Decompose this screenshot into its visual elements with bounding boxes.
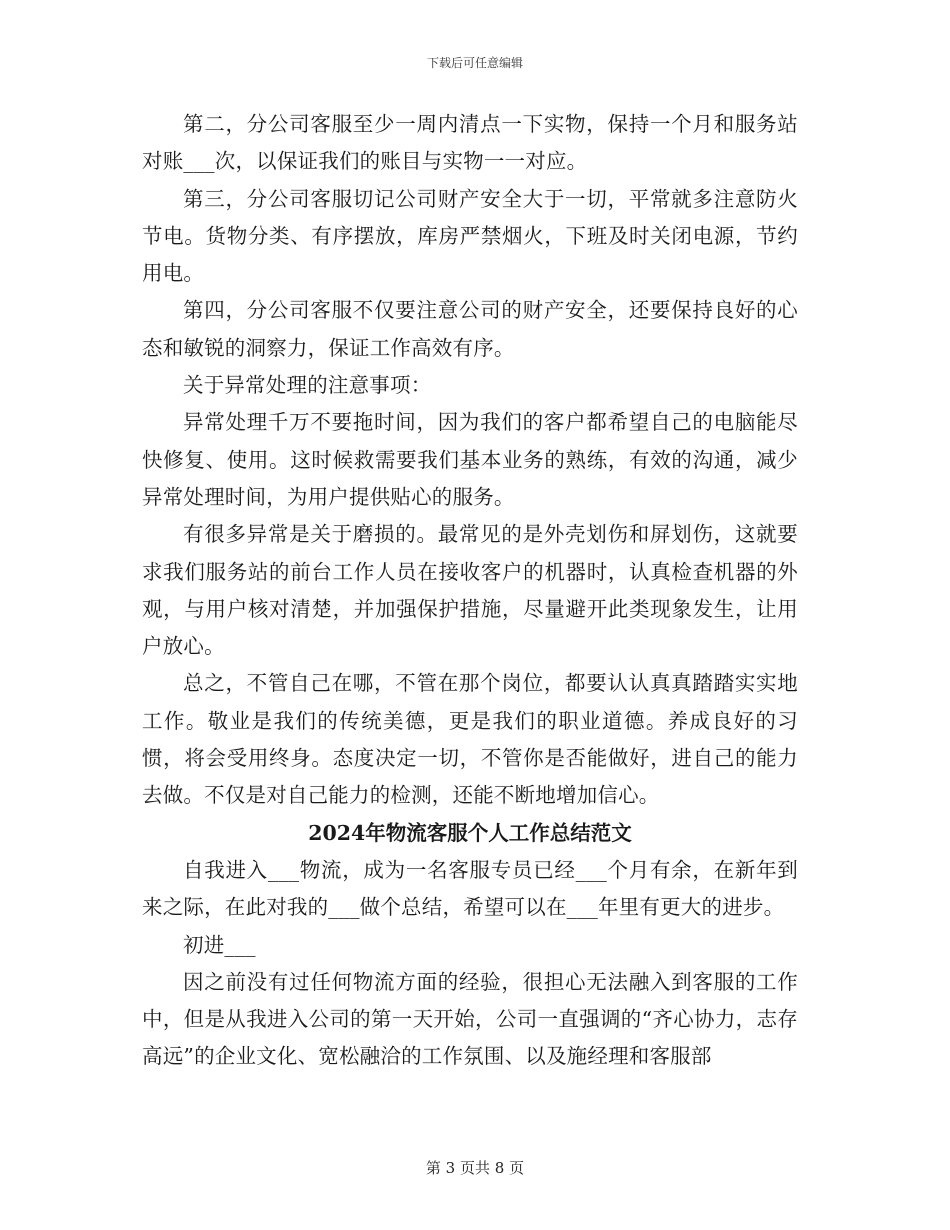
section-title: 2024年物流客服个人工作总结范文 <box>308 820 632 845</box>
page-footer: 第 3 页共 8 页 <box>425 1159 525 1177</box>
paragraph-6: 有很多异常是关于磨损的。最常见的是外壳划伤和屏划伤，这就要求我们服务站的前台工作人员在接收客户的机器时，认真检查机器的外观，与用户核对清楚，并加强保护措施，尽量避开此类现象发生，让用户放心。 <box>142 522 798 659</box>
paragraph-1: 第二，分公司客服至少一周内清点一下实物，保持一个月和服务站对账___次，以保证我们的账目与实物一一对应。 <box>142 112 798 174</box>
paragraph-7: 总之，不管自己在哪，不管在那个岗位，都要认认真真踏踏实实地工作。敬业是我们的传统美德，更是我们的职业道德。养成良好的习惯，将会受用终身。态度决定一切，不管你是否能做好，进自己的能力去做。不仅是对自己能力的检测，还能不断地增加信心。 <box>142 671 798 808</box>
paragraph-5: 异常处理千万不要拖时间，因为我们的客户都希望自己的电脑能尽快修复、使用。这时候救需要我们基本业务的熟练，有效的沟通，减少异常处理时间，为用户提供贴心的服务。 <box>142 410 798 509</box>
page-header: 下载后可任意编辑 <box>426 56 523 70</box>
paragraph-4: 关于异常处理的注意事项： <box>183 373 432 398</box>
paragraph-10: 因之前没有过任何物流方面的经验，很担心无法融入到客服的工作中，但是从我进入公司的第一天开始，公司一直强调的“齐心协力，志存高远”的企业文化、宽松融洽的工作氛围、以及施经理和客服部 <box>142 969 798 1069</box>
document-body <box>142 106 798 1076</box>
paragraph-2: 第三，分公司客服切记公司财产安全大于一切，平常就多注意防火节电。货物分类、有序摆放，库房严禁烟火，下班及时关闭电源，节约用电。 <box>142 186 798 286</box>
paragraph-3: 第四，分公司客服不仅要注意公司的财产安全，还要保持良好的心态和敏锐的洞察力，保证工作高效有序。 <box>142 298 798 360</box>
paragraph-8: 自我进入___物流，成为一名客服专员已经___个月有余，在新年到来之际，在此对我的___做个总结，希望可以在___年里有更大的进步。 <box>142 857 798 920</box>
paragraph-9: 初进___ <box>183 932 256 957</box>
